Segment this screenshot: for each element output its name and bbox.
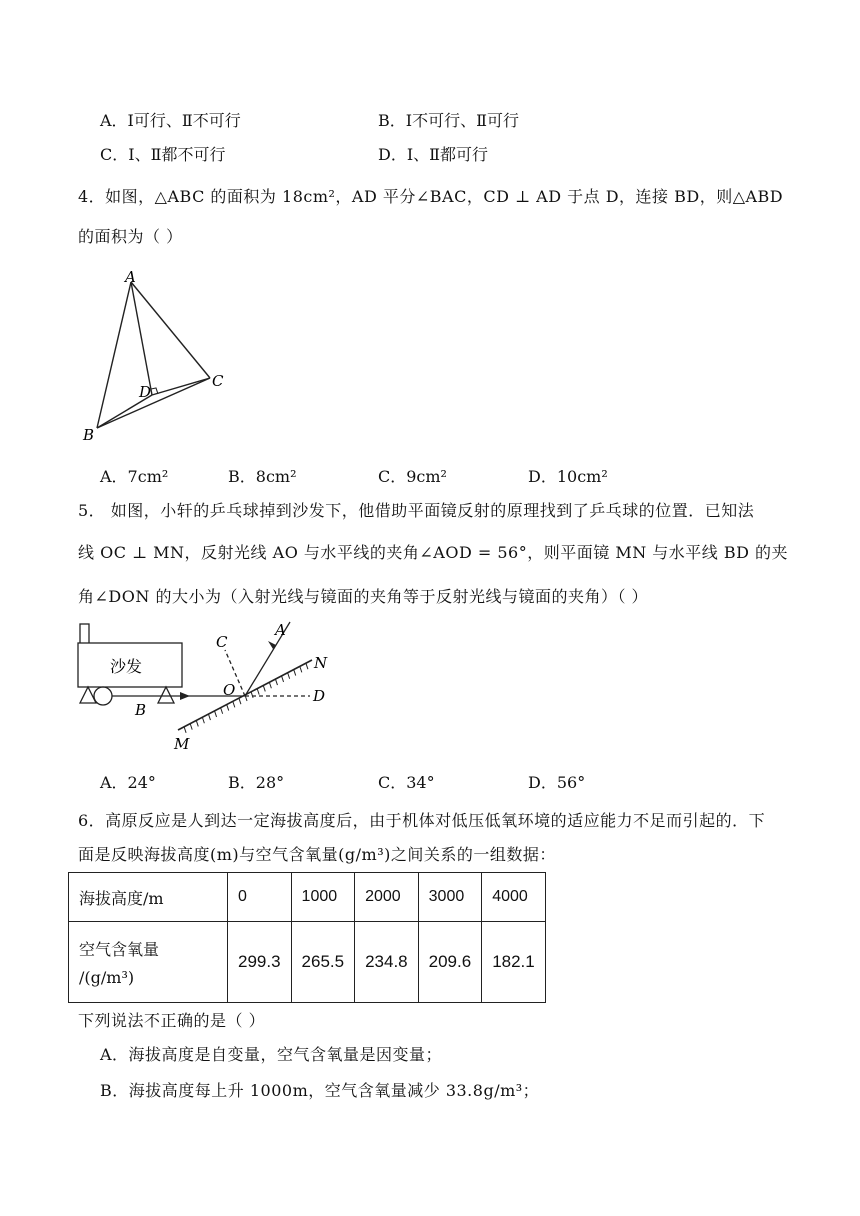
label-a: A <box>125 268 136 286</box>
q5-stem-line3: 角∠DON 的大小为（入射光线与镜面的夹角等于反射光线与镜面的夹角）（ ） <box>78 587 649 606</box>
label-o: O <box>223 681 236 699</box>
q6-option-b: B．海拔高度每上升 1000m，空气含氧量减少 33.8g/m³； <box>100 1081 540 1100</box>
q4-option-b: B．8cm² <box>228 467 297 486</box>
q5-stem-line2: 线 OC ⊥ MN，反射光线 AO 与水平线的夹角∠AOD = 56°，则平面镜 MN 与水平线 BD 的夹 <box>78 543 789 562</box>
table-row-header-line2: /(g/m³) <box>79 968 135 987</box>
label-b: B <box>135 701 147 719</box>
q3-option-b: B．Ⅰ不可行、Ⅱ可行 <box>378 111 519 130</box>
side-bc <box>97 378 210 428</box>
q4-option-c: C．9cm² <box>378 467 447 486</box>
q4-triangle-figure <box>75 262 235 452</box>
table-cell: 209.6 <box>418 922 482 1003</box>
label-m: M <box>174 735 190 753</box>
table-cell: 4000 <box>482 873 546 922</box>
table-cell: 0 <box>228 873 292 922</box>
segment-ad <box>131 282 152 395</box>
table-row <box>69 873 546 922</box>
q5-mirror-figure <box>70 615 360 755</box>
arrowhead-bo <box>180 692 190 700</box>
q5-option-d: D．56° <box>528 773 586 792</box>
table-row-header <box>69 922 228 1003</box>
q6-prompt: 下列说法不正确的是（ ） <box>78 1011 266 1030</box>
table-cell: 299.3 <box>228 922 292 1003</box>
q5-option-c: C．34° <box>378 773 435 792</box>
q5-stem-line1: 5． 如图，小轩的乒乓球掉到沙发下，他借助平面镜反射的原理找到了乒乓球的位置．已知法 <box>78 501 755 520</box>
table-cell: 265.5 <box>291 922 355 1003</box>
table-cell: 234.8 <box>355 922 419 1003</box>
mirror-hatching <box>184 663 308 733</box>
q5-option-b: B．28° <box>228 773 285 792</box>
label-b: B <box>83 426 95 444</box>
segment-dc <box>152 378 210 395</box>
q4-option-d: D．10cm² <box>528 467 608 486</box>
table-cell: 2000 <box>355 873 419 922</box>
label-c: C <box>216 633 228 651</box>
sofa-label: 沙发 <box>110 657 143 676</box>
table-cell: 1000 <box>291 873 355 922</box>
sofa-armrest <box>80 624 89 645</box>
q5-option-a: A．24° <box>100 773 156 792</box>
side-ab <box>97 282 131 428</box>
label-n: N <box>314 654 328 672</box>
q6-stem-line1: 6．高原反应是人到达一定海拔高度后，由于机体对低压低氧环境的适应能力不足而引起的．下 <box>78 811 766 830</box>
table-row-header-line1: 空气含氧量 <box>79 940 160 959</box>
table-cell: 182.1 <box>482 922 546 1003</box>
label-a: A <box>275 621 286 639</box>
label-d: D <box>139 383 152 401</box>
q4-option-a: A．7cm² <box>100 467 169 486</box>
label-d: D <box>313 687 326 705</box>
q3-option-a: A．Ⅰ可行、Ⅱ不可行 <box>100 111 241 130</box>
ping-pong-ball <box>94 687 112 705</box>
table-cell: 3000 <box>418 873 482 922</box>
q4-stem-line2: 的面积为（ ） <box>78 227 183 246</box>
altitude-oxygen-table <box>68 872 546 1003</box>
table-row-header: 海拔高度/m <box>69 873 228 922</box>
side-ac <box>131 282 210 378</box>
sofa-leg-right <box>158 687 174 703</box>
q3-option-c: C．Ⅰ、Ⅱ都不可行 <box>100 145 226 164</box>
q4-stem-line1: 4．如图，△ABC 的面积为 18cm²，AD 平分∠BAC，CD ⊥ AD 于点 D，连接 BD，则△ABD <box>78 187 784 206</box>
q6-option-a: A．海拔高度是自变量，空气含氧量是因变量； <box>100 1045 443 1064</box>
q6-stem-line2: 面是反映海拔高度(m)与空气含氧量(g/m³)之间关系的一组数据： <box>78 845 556 864</box>
table-row <box>69 922 546 1003</box>
q3-option-d: D．Ⅰ、Ⅱ都可行 <box>378 145 489 164</box>
label-c: C <box>212 372 224 390</box>
